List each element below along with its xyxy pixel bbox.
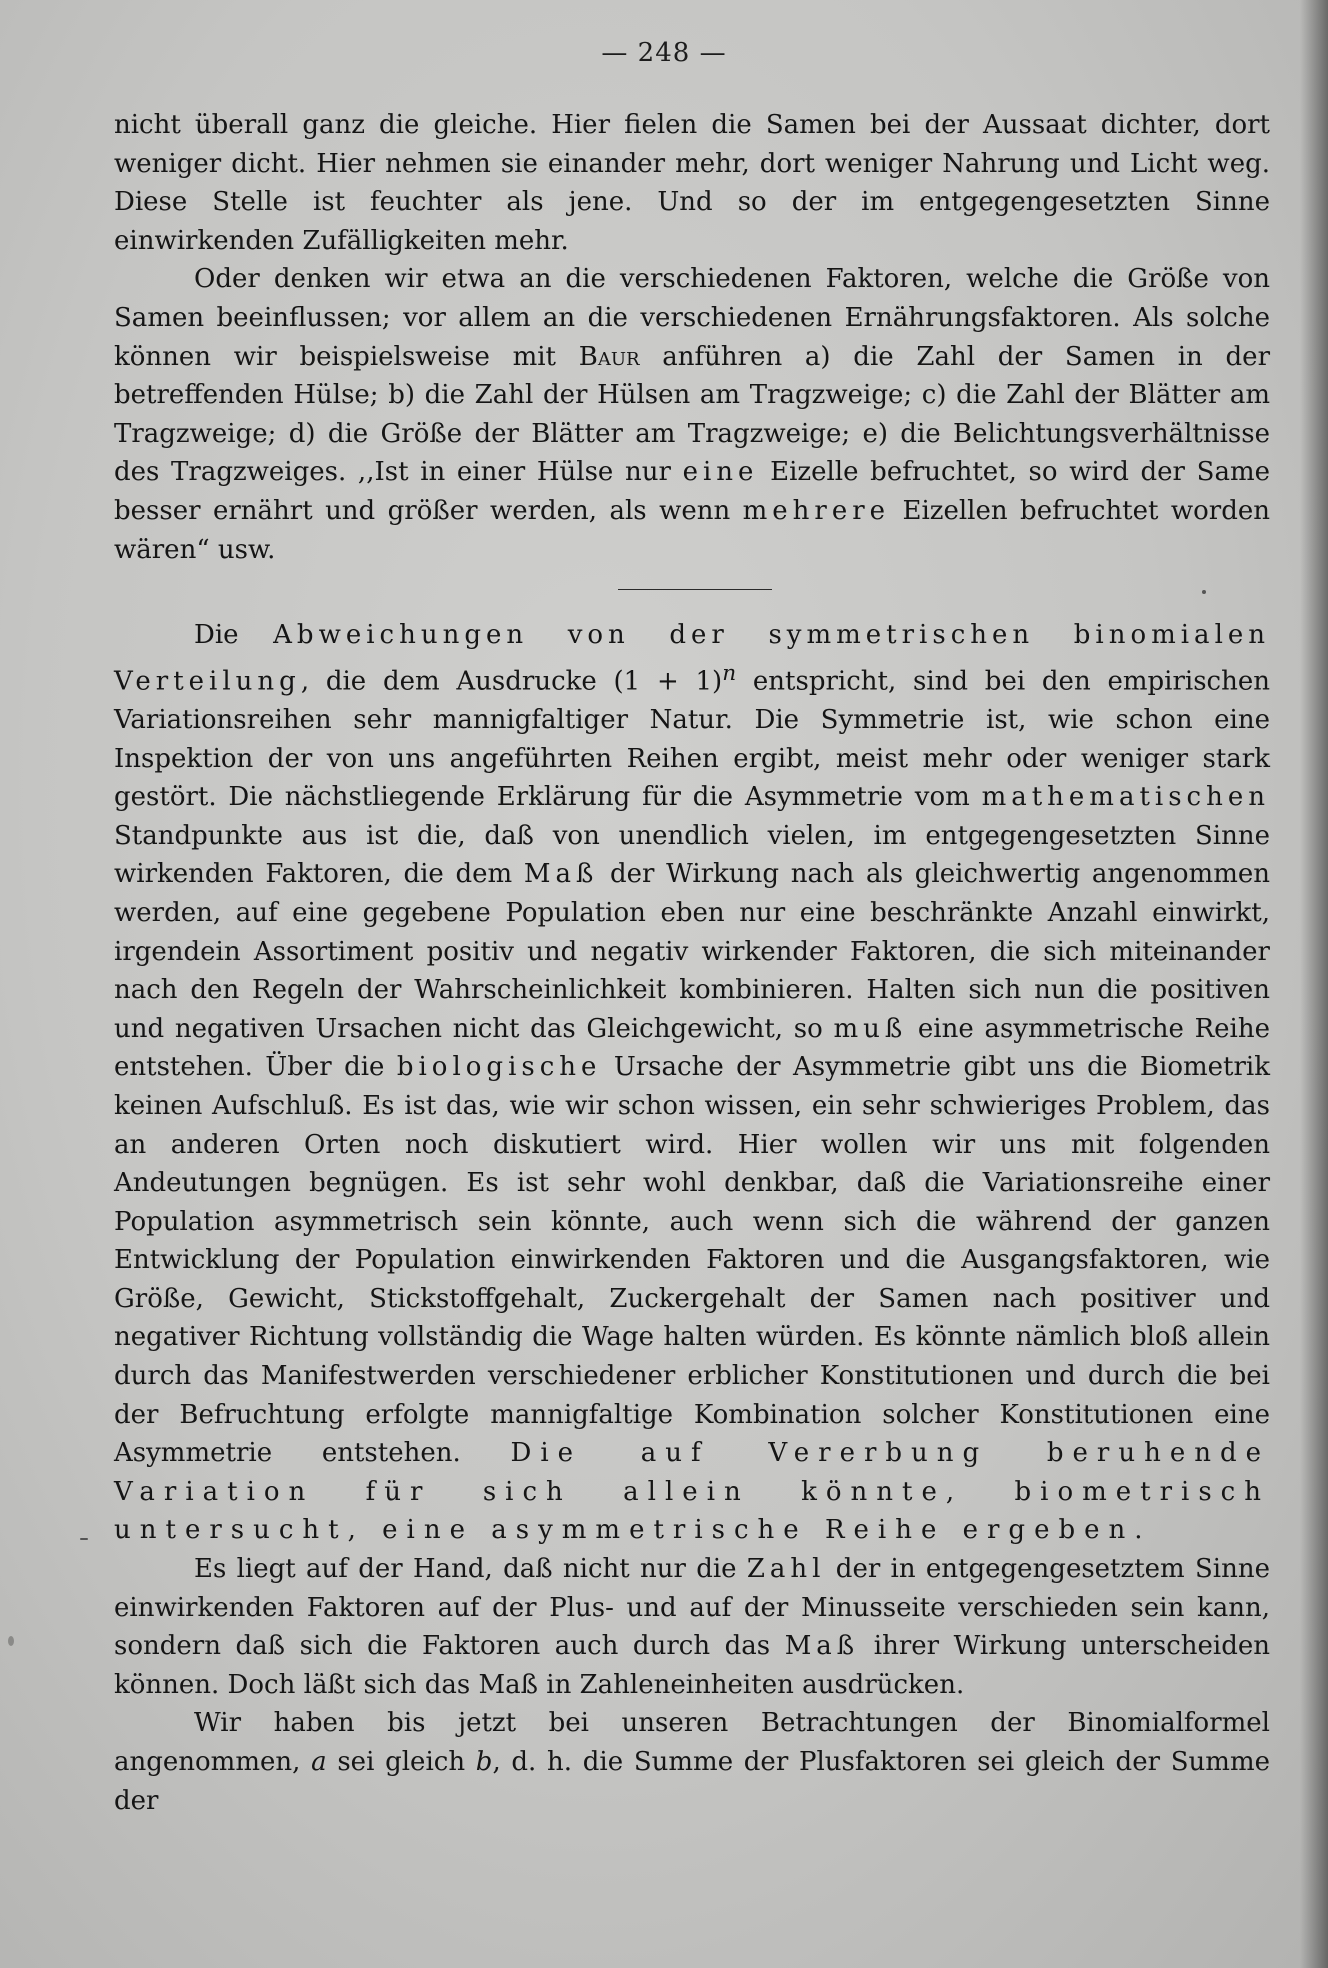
text-segment: Wir haben bis jetzt bei unseren Betrachtungen der Binomialformel angenommen, bbox=[114, 1708, 1270, 1777]
text-segment: Ursache der Asymmetrie gibt uns die Biometrik keinen Aufschluß. Es ist das, wie wir schon wissen, ein sehr schwieriges Problem, das an anderen Orten noch diskutiert wird. Hier wollen wir uns mit folgenden Andeutungen begnügen. Es ist sehr wohl denkbar, daß die Variationsreihe einer Population asymmetrisch sein könnte, auch wenn sich die während der ganzen Entwicklung der Population einwirkenden Faktoren und die Ausgangsfaktoren, wie Größe, Gewicht, Stickstoffgehalt, Zuckergehalt der Samen nach positiver und negativer Richtung vollständig die Wage halten würden. Es könnte nämlich bloß allein durch das Manifestwerden verschiedener erblicher Konstitutionen und durch die bei der Befruchtung erfolgte mannigfaltige Kombination solcher Konstitutionen eine Asymmetrie entstehen. bbox=[114, 1052, 1270, 1469]
margin-speck bbox=[1202, 590, 1206, 594]
variable-b: b bbox=[475, 1747, 493, 1777]
emphasis-mass: Maß bbox=[523, 859, 599, 890]
paragraph-2 bbox=[114, 260, 1270, 569]
text-segment: Es liegt auf der Hand, daß nicht nur die bbox=[194, 1554, 747, 1585]
formula-exponent: n bbox=[722, 660, 737, 686]
text-segment: , die dem Ausdrucke (1 + 1) bbox=[300, 666, 723, 697]
text-segment: eine asymmetrische Reihe entstehen. Über die bbox=[114, 1013, 1270, 1083]
body-text bbox=[114, 106, 1270, 1820]
page-number: — 248 — bbox=[601, 38, 727, 68]
paragraph-3 bbox=[114, 616, 1270, 1550]
emphasis-vererbung: Die auf Vererbung beruhende Variation für sich allein könnte, biometrisch untersucht, eine asymmetrische Reihe ergeben bbox=[114, 1438, 1271, 1546]
paragraph-5 bbox=[114, 1704, 1270, 1820]
emphasis-biologische: biologische bbox=[396, 1052, 602, 1083]
text-segment: Die bbox=[194, 620, 274, 651]
text-segment: . bbox=[1134, 1515, 1143, 1546]
emphasis-abweichungen: Abweichungen von der symmetrischen binomialen Verteilung bbox=[114, 620, 1271, 697]
emphasis-mehrere: mehrere bbox=[742, 495, 891, 526]
text-segment: , d. h. die Summe der Plusfaktoren sei gleich der Summe der bbox=[114, 1747, 1270, 1816]
text-segment: entspricht, sind bei den empirischen Variationsreihen sehr mannigfaltiger Natur. Die Symmetrie ist, wie schon eine Inspektion der von uns angeführten Reihen ergibt, meist mehr oder weniger stark gestört. Die nächstliegende Erklärung für die Asymmetrie vom bbox=[114, 666, 1270, 813]
text-segment: der Wirkung nach als gleichwertig angenommen werden, auf eine gegebene Population eben nur eine beschränkte Anzahl einwirkt, irgendein Assortiment positiv und negativ wirkender Faktoren, die sich miteinander nach den Regeln der Wahrscheinlichkeit kombinieren. Halten sich nun die positiven und negativen Ursachen nicht das Gleichgewicht, so bbox=[114, 859, 1270, 1044]
text-segment: Eizellen befruchtet worden wären“ usw. bbox=[114, 495, 1271, 565]
margin-speck bbox=[8, 1636, 14, 1646]
text-segment: Eizelle befruchtet, so wird der Same besser ernährt und größer werden, als wenn bbox=[114, 457, 1271, 526]
margin-speck bbox=[80, 1538, 88, 1540]
text-segment: Oder denken wir etwa an die verschiedenen Faktoren, welche die Größe von Samen beeinflussen; vor allem an die verschiedenen Ernährungsfaktoren. Als solche können wir beispielsweise mit bbox=[114, 264, 1270, 372]
emphasis-mathematischen: mathematischen bbox=[981, 782, 1270, 813]
emphasis-eine: eine bbox=[682, 457, 759, 488]
variable-a: a bbox=[311, 1747, 327, 1777]
page-edge-shadow bbox=[1300, 0, 1328, 1968]
text-segment: sei gleich bbox=[326, 1747, 476, 1777]
emphasis-zahl: Zahl bbox=[746, 1554, 826, 1585]
text-segment: der in entgegengesetztem Sinne einwirkenden Faktoren auf der Plus- und auf der Minusseite verschieden sein kann, sondern daß sich die Faktoren auch durch das bbox=[114, 1554, 1270, 1662]
author-name-baur: Baur bbox=[578, 341, 640, 372]
section-divider bbox=[618, 589, 772, 590]
text-segment: anführen a) die Zahl der Samen in der betreffenden Hülse; b) die Zahl der Hülsen am Tragzweige; c) die Zahl der Blätter am Tragzweige; d) die Größe der Blätter am Tragzweige; e) die Belichtungsverhältnisse des Tragzweiges. ,,Ist in einer Hülse nur bbox=[114, 341, 1270, 488]
text-segment: ihrer Wirkung unterscheiden können. Doch läßt sich das Maß in Zahleneinheiten ausdrücken. bbox=[114, 1631, 1270, 1700]
emphasis-muss: muß bbox=[833, 1013, 908, 1044]
paragraph-1: nicht überall ganz die gleiche. Hier fielen die Samen bei der Aussaat dichter, dort weniger dicht. Hier nehmen sie einander mehr, dort weniger Nahrung und Licht weg. Diese Stelle ist feuchter als jene. Und so der im entgegengesetzten Sinne einwirkenden Zufälligkeiten mehr. bbox=[114, 110, 1270, 256]
emphasis-mass: Maß bbox=[784, 1631, 860, 1662]
text-segment: Standpunkte aus ist die, daß von unendlich vielen, im entgegengesetzten Sinne wirkenden Faktoren, die dem bbox=[114, 820, 1270, 890]
paragraph-4 bbox=[114, 1550, 1270, 1704]
